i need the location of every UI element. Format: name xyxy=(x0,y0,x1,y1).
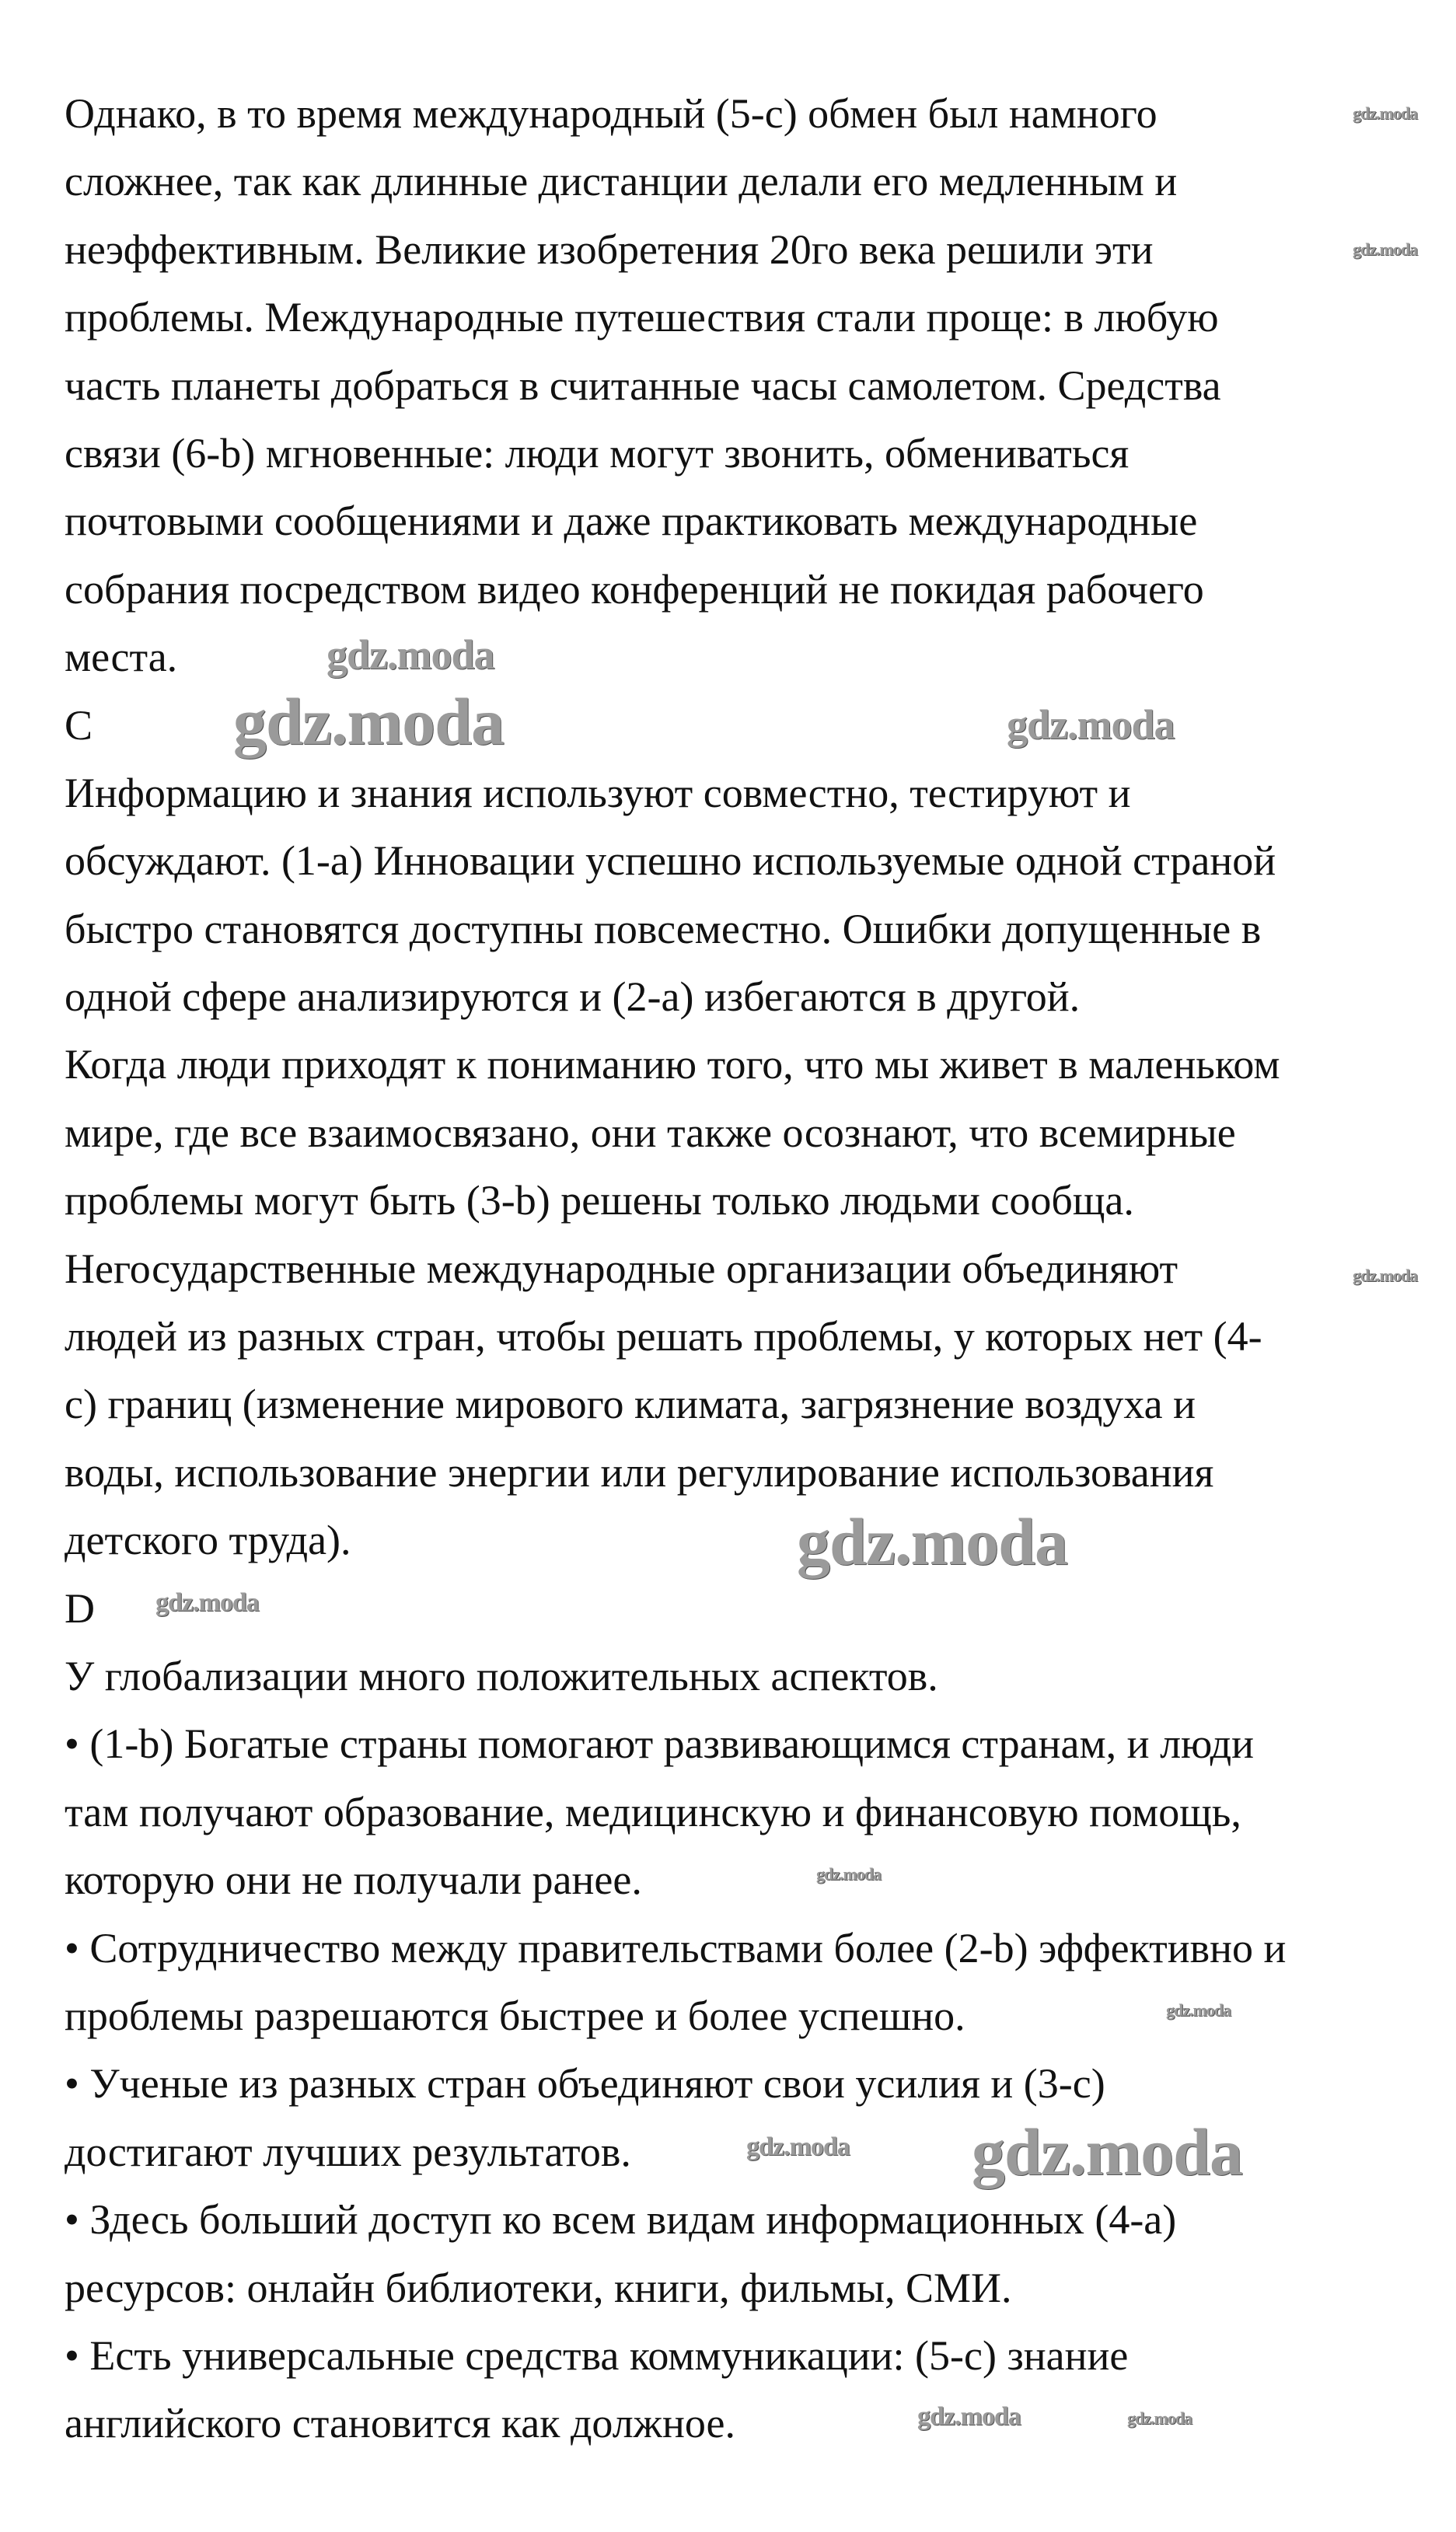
text-line: одной сфере анализируются и (2-a) избегаются в другой. xyxy=(65,973,1081,1021)
text-line: собрания посредством видео конференций не покидая рабочего xyxy=(65,565,1204,613)
text-line: проблемы. Международные путешествия стали проще: в любую xyxy=(65,294,1219,341)
watermark: gdz.moda xyxy=(1353,239,1418,259)
text-line: проблемы могут быть (3-b) решены только людьми сообща. xyxy=(65,1177,1134,1224)
text-line: места. xyxy=(65,634,178,681)
text-line: Информацию и знания используют совместно, тестируют и xyxy=(65,769,1131,816)
watermark: gdz.moda xyxy=(233,684,504,759)
watermark: gdz.moda xyxy=(1353,1266,1418,1285)
text-line: У глобализации много положительных аспектов. xyxy=(65,1652,938,1699)
watermark: gdz.moda xyxy=(797,1504,1067,1579)
text-line: c) границ (изменение мирового климата, загрязнение воздуха и xyxy=(65,1381,1196,1428)
text-line: C xyxy=(65,701,93,749)
watermark: gdz.moda xyxy=(1007,701,1175,748)
text-line: неэффективным. Великие изобретения 20го века решили эти xyxy=(65,225,1154,273)
text-line: • (1-b) Богатые страны помогают развивающимся странам, и люди xyxy=(65,1720,1254,1768)
watermark: gdz.moda xyxy=(816,1864,882,1884)
watermark: gdz.moda xyxy=(1353,103,1418,123)
text-line: • Здесь больший доступ ко всем видам информационных (4-a) xyxy=(65,2196,1177,2244)
text-line: быстро становятся доступны повсеместно. Ошибки допущенные в xyxy=(65,905,1262,952)
watermark: gdz.moda xyxy=(326,631,494,678)
text-line: детского труда). xyxy=(65,1517,351,1564)
text-line: ресурсов: онлайн библиотеки, книги, фильмы, СМИ. xyxy=(65,2264,1012,2311)
text-line: • Сотрудничество между правительствами более (2-b) эффективно и xyxy=(65,1924,1287,1971)
text-line: почтовыми сообщениями и даже практиковать международные xyxy=(65,498,1198,545)
text-line: проблемы разрешаются быстрее и более успешно. xyxy=(65,1992,965,2039)
watermark: gdz.moda xyxy=(155,1588,259,1617)
text-line: сложнее, так как длинные дистанции делали его медленным и xyxy=(65,158,1178,205)
text-line: • Есть универсальные средства коммуникации: (5-c) знание xyxy=(65,2331,1129,2379)
document-body xyxy=(65,80,1433,2458)
text-line: D xyxy=(65,1584,95,1632)
text-line: английского становится как должное. xyxy=(65,2400,735,2447)
text-line: достигают лучших результатов. xyxy=(65,2128,631,2175)
watermark: gdz.moda xyxy=(1166,2000,1231,2020)
text-line: которую они не получали ранее. xyxy=(65,1856,642,1904)
text-line: обсуждают. (1-a) Инновации успешно используемые одной страной xyxy=(65,837,1276,885)
watermark: gdz.moda xyxy=(917,2402,1021,2431)
text-line: Однако, в то время международный (5-c) обмен был намного xyxy=(65,90,1157,137)
text-line: воды, использование энергии или регулирование использования xyxy=(65,1448,1214,1496)
text-line: людей из разных стран, чтобы решать проблемы, у которых нет (4- xyxy=(65,1313,1262,1360)
text-line: часть планеты добраться в считанные часы самолетом. Средства xyxy=(65,361,1221,409)
text-line: Негосударственные международные организации объединяют xyxy=(65,1245,1178,1292)
text-line: мире, где все взаимосвязано, они также осознают, что всемирные xyxy=(65,1109,1236,1156)
watermark: gdz.moda xyxy=(746,2132,850,2161)
watermark: gdz.moda xyxy=(1127,2408,1192,2428)
text-line: связи (6-b) мгновенные: люди могут звонить, обмениваться xyxy=(65,429,1130,477)
text-line: • Ученые из разных стран объединяют свои усилия и (3-c) xyxy=(65,2060,1105,2108)
text-line: там получают образование, медицинскую и финансовую помощь, xyxy=(65,1788,1241,1835)
watermark: gdz.moda xyxy=(972,2115,1242,2189)
text-line: Когда люди приходят к пониманию того, что мы живет в маленьком xyxy=(65,1041,1280,1088)
